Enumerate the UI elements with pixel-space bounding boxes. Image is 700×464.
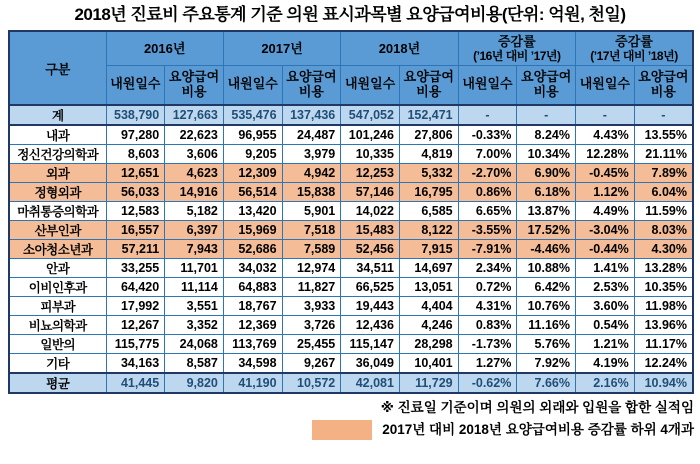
value-cell: 1.12% (576, 183, 635, 202)
value-cell: 5.76% (517, 335, 576, 354)
value-cell: 152,471 (399, 105, 458, 125)
value-cell: 19,443 (341, 297, 400, 316)
value-cell: 12,651 (106, 164, 165, 183)
year-group-label: 2017년 (261, 40, 303, 56)
value-cell: 9,205 (223, 145, 282, 164)
value-cell: 12,369 (223, 316, 282, 335)
value-cell: 1.41% (576, 259, 635, 278)
value-cell: 17,992 (106, 297, 165, 316)
value-cell: -7.91% (458, 240, 517, 259)
table-row (9, 202, 693, 221)
value-cell: -1.73% (458, 335, 517, 354)
year-group-header-2018 (341, 31, 458, 65)
value-cell: 11.16% (517, 316, 576, 335)
value-cell: 10.76% (517, 297, 576, 316)
row-label-cell: 안과 (9, 259, 106, 278)
value-cell: 14,022 (341, 202, 400, 221)
value-cell: -0.45% (576, 164, 635, 183)
value-cell: 12,974 (282, 259, 341, 278)
value-cell: 13.87% (517, 202, 576, 221)
value-cell: 4,819 (399, 145, 458, 164)
value-cell: 4,404 (399, 297, 458, 316)
value-cell: 34,163 (106, 354, 165, 374)
value-cell: 2.16% (576, 373, 635, 393)
sub-header-cell: 요양급여 비용 (399, 65, 458, 105)
value-cell: 4,246 (399, 316, 458, 335)
value-cell: 14,697 (399, 259, 458, 278)
table-body (9, 105, 693, 393)
sub-header-cell: 내원일수 (341, 65, 400, 105)
value-cell: 10,572 (282, 373, 341, 393)
footnote-2 (8, 420, 694, 440)
value-cell: 16,795 (399, 183, 458, 202)
value-cell: 56,033 (106, 183, 165, 202)
value-cell: 0.83% (458, 316, 517, 335)
value-cell: 25,455 (282, 335, 341, 354)
value-cell: 11.98% (634, 297, 693, 316)
row-label-cell: 계 (9, 105, 106, 125)
value-cell: 12.24% (634, 354, 693, 374)
page-title: 2018년 진료비 주요통계 기준 의원 표시과목별 요양급여비용(단위: 억원, 천일) (74, 5, 626, 24)
value-cell: 3,979 (282, 145, 341, 164)
value-cell: 4.31% (458, 297, 517, 316)
value-cell: -3.04% (576, 221, 635, 240)
value-cell: - (576, 105, 635, 125)
value-cell: -0.62% (458, 373, 517, 393)
value-cell: 21.11% (634, 145, 693, 164)
value-cell: 1.27% (458, 354, 517, 374)
value-cell: 6.18% (517, 183, 576, 202)
table-row (9, 373, 693, 393)
value-cell: 8,122 (399, 221, 458, 240)
value-cell: 12,583 (106, 202, 165, 221)
row-label-cell: 정형외과 (9, 183, 106, 202)
table-row (9, 221, 693, 240)
table-row (9, 297, 693, 316)
value-cell: 18,767 (223, 297, 282, 316)
table-row (9, 335, 693, 354)
value-cell: 27,806 (399, 125, 458, 145)
value-cell: 11.59% (634, 202, 693, 221)
value-cell: 4.30% (634, 240, 693, 259)
value-cell: - (517, 105, 576, 125)
value-cell: 24,068 (165, 335, 224, 354)
value-cell: 0.72% (458, 278, 517, 297)
year-group-label: 증감률 (615, 33, 653, 49)
row-label-cell: 비뇨의학과 (9, 316, 106, 335)
value-cell: 137,436 (282, 105, 341, 125)
value-cell: 115,775 (106, 335, 165, 354)
value-cell: -2.70% (458, 164, 517, 183)
value-cell: 42,081 (341, 373, 400, 393)
value-cell: 7,518 (282, 221, 341, 240)
value-cell: 6,585 (399, 202, 458, 221)
value-cell: 13,420 (223, 202, 282, 221)
value-cell: 4.43% (576, 125, 635, 145)
table-row (9, 278, 693, 297)
value-cell: 7.66% (517, 373, 576, 393)
value-cell: 115,147 (341, 335, 400, 354)
year-group-label: 2018년 (378, 40, 421, 56)
value-cell: 10.88% (517, 259, 576, 278)
value-cell: 22,623 (165, 125, 224, 145)
row-label-cell: 소아청소년과 (9, 240, 106, 259)
value-cell: 547,052 (341, 105, 400, 125)
value-cell: 11,827 (282, 278, 341, 297)
value-cell: 10,335 (341, 145, 400, 164)
table-row (9, 316, 693, 335)
value-cell: 41,445 (106, 373, 165, 393)
sub-header-cell: 내원일수 (106, 65, 165, 105)
value-cell: 535,476 (223, 105, 282, 125)
value-cell: -4.46% (517, 240, 576, 259)
value-cell: 57,211 (106, 240, 165, 259)
value-cell: 4.49% (576, 202, 635, 221)
value-cell: 127,663 (165, 105, 224, 125)
value-cell: 5,901 (282, 202, 341, 221)
table-row (9, 105, 693, 125)
value-cell: 0.86% (458, 183, 517, 202)
table-row (9, 125, 693, 145)
value-cell: 3,551 (165, 297, 224, 316)
value-cell: 11.17% (634, 335, 693, 354)
value-cell: 66,525 (341, 278, 400, 297)
sub-header-cell: 내원일수 (458, 65, 517, 105)
value-cell: 36,049 (341, 354, 400, 374)
value-cell: 1.21% (576, 335, 635, 354)
corner-header-cell: 구분 (9, 31, 106, 105)
table-header (9, 31, 693, 105)
year-group-header-2017 (223, 31, 340, 65)
value-cell: 52,456 (341, 240, 400, 259)
row-label-cell: 마취통증의학과 (9, 202, 106, 221)
value-cell: 12,253 (341, 164, 400, 183)
value-cell: 14,916 (165, 183, 224, 202)
value-cell: 7.89% (634, 164, 693, 183)
value-cell: 2.34% (458, 259, 517, 278)
sub-header-cell: 요양급여 비용 (165, 65, 224, 105)
value-cell: 5,332 (399, 164, 458, 183)
value-cell: 10,401 (399, 354, 458, 374)
value-cell: 538,790 (106, 105, 165, 125)
value-cell: 7.00% (458, 145, 517, 164)
value-cell: 11,701 (165, 259, 224, 278)
value-cell: 101,246 (341, 125, 400, 145)
value-cell: 4.19% (576, 354, 635, 374)
year-group-label: 2016년 (143, 40, 186, 56)
sub-header-cell: 요양급여 비용 (634, 65, 693, 105)
value-cell: 6.65% (458, 202, 517, 221)
value-cell: 16,557 (106, 221, 165, 240)
value-cell: 7,589 (282, 240, 341, 259)
value-cell: 34,032 (223, 259, 282, 278)
value-cell: 15,483 (341, 221, 400, 240)
value-cell: 8,603 (106, 145, 165, 164)
value-cell: 3,726 (282, 316, 341, 335)
value-cell: 11,114 (165, 278, 224, 297)
row-label-cell: 이비인후과 (9, 278, 106, 297)
value-cell: 12,267 (106, 316, 165, 335)
year-group-header-2016 (106, 31, 223, 65)
legend-color-swatch (312, 420, 372, 440)
value-cell: 97,280 (106, 125, 165, 145)
footnote-2-text: 2017년 대비 2018년 요양급여비용 증감률 하위 4개과 (382, 422, 694, 437)
year-group-label: 증감률 (497, 33, 536, 49)
value-cell: 9,267 (282, 354, 341, 374)
value-cell: 2.53% (576, 278, 635, 297)
value-cell: 10.94% (634, 373, 693, 393)
value-cell: 4,623 (165, 164, 224, 183)
value-cell: 13.28% (634, 259, 693, 278)
sub-header-cell: 내원일수 (223, 65, 282, 105)
value-cell: 52,686 (223, 240, 282, 259)
value-cell: 6.42% (517, 278, 576, 297)
value-cell: 3,606 (165, 145, 224, 164)
footnote-1: ※ 진료일 기준이며 의원의 외래와 입원을 합한 실적임 (380, 400, 694, 415)
value-cell: 24,487 (282, 125, 341, 145)
sub-header-cell: 요양급여 비용 (282, 65, 341, 105)
sub-header-cell: 요양급여 비용 (517, 65, 576, 105)
sub-header-cell: 내원일수 (576, 65, 635, 105)
row-label-cell: 내과 (9, 125, 106, 145)
row-label-cell: 외과 (9, 164, 106, 183)
value-cell: -0.44% (576, 240, 635, 259)
value-cell: - (458, 105, 517, 125)
value-cell: 12,309 (223, 164, 282, 183)
row-label-cell: 일반의 (9, 335, 106, 354)
value-cell: 34,598 (223, 354, 282, 374)
change-rate-header-17-18 (576, 31, 694, 65)
value-cell: 7,915 (399, 240, 458, 259)
value-cell: 96,955 (223, 125, 282, 145)
value-cell: -3.55% (458, 221, 517, 240)
value-cell: 6.90% (517, 164, 576, 183)
year-group-sublabel: (’17년 대비 ’18년) (590, 48, 678, 63)
data-table (8, 30, 694, 394)
table-row (9, 354, 693, 374)
value-cell: 64,420 (106, 278, 165, 297)
value-cell: 7.92% (517, 354, 576, 374)
value-cell: 8,587 (165, 354, 224, 374)
value-cell: 56,514 (223, 183, 282, 202)
row-label-cell: 정신건강의학과 (9, 145, 106, 164)
value-cell: 13.55% (634, 125, 693, 145)
value-cell: 6,397 (165, 221, 224, 240)
table-row (9, 259, 693, 278)
table-row (9, 183, 693, 202)
value-cell: 13.96% (634, 316, 693, 335)
value-cell: 13,051 (399, 278, 458, 297)
value-cell: 5,182 (165, 202, 224, 221)
row-label-cell: 피부과 (9, 297, 106, 316)
value-cell: 41,190 (223, 373, 282, 393)
value-cell: - (634, 105, 693, 125)
value-cell: 33,255 (106, 259, 165, 278)
value-cell: 3.60% (576, 297, 635, 316)
value-cell: 8.03% (634, 221, 693, 240)
value-cell: 10.34% (517, 145, 576, 164)
footnotes (8, 399, 694, 440)
value-cell: 11,729 (399, 373, 458, 393)
value-cell: 64,883 (223, 278, 282, 297)
table-row (9, 164, 693, 183)
value-cell: 4,942 (282, 164, 341, 183)
value-cell: 7,943 (165, 240, 224, 259)
table-row (9, 240, 693, 259)
value-cell: 113,769 (223, 335, 282, 354)
value-cell: -0.33% (458, 125, 517, 145)
row-label-cell: 기타 (9, 354, 106, 374)
table-row (9, 145, 693, 164)
value-cell: 17.52% (517, 221, 576, 240)
value-cell: 3,933 (282, 297, 341, 316)
value-cell: 9,820 (165, 373, 224, 393)
value-cell: 28,298 (399, 335, 458, 354)
change-rate-header-16-17 (458, 31, 575, 65)
year-group-sublabel: (’16년 대비 ’17년) (473, 48, 561, 63)
value-cell: 57,146 (341, 183, 400, 202)
value-cell: 6.04% (634, 183, 693, 202)
value-cell: 0.54% (576, 316, 635, 335)
value-cell: 12,436 (341, 316, 400, 335)
value-cell: 34,511 (341, 259, 400, 278)
value-cell: 10.35% (634, 278, 693, 297)
value-cell: 8.24% (517, 125, 576, 145)
row-label-cell: 평균 (9, 373, 106, 393)
value-cell: 3,352 (165, 316, 224, 335)
value-cell: 15,969 (223, 221, 282, 240)
row-label-cell: 산부인과 (9, 221, 106, 240)
value-cell: 12.28% (576, 145, 635, 164)
value-cell: 15,838 (282, 183, 341, 202)
